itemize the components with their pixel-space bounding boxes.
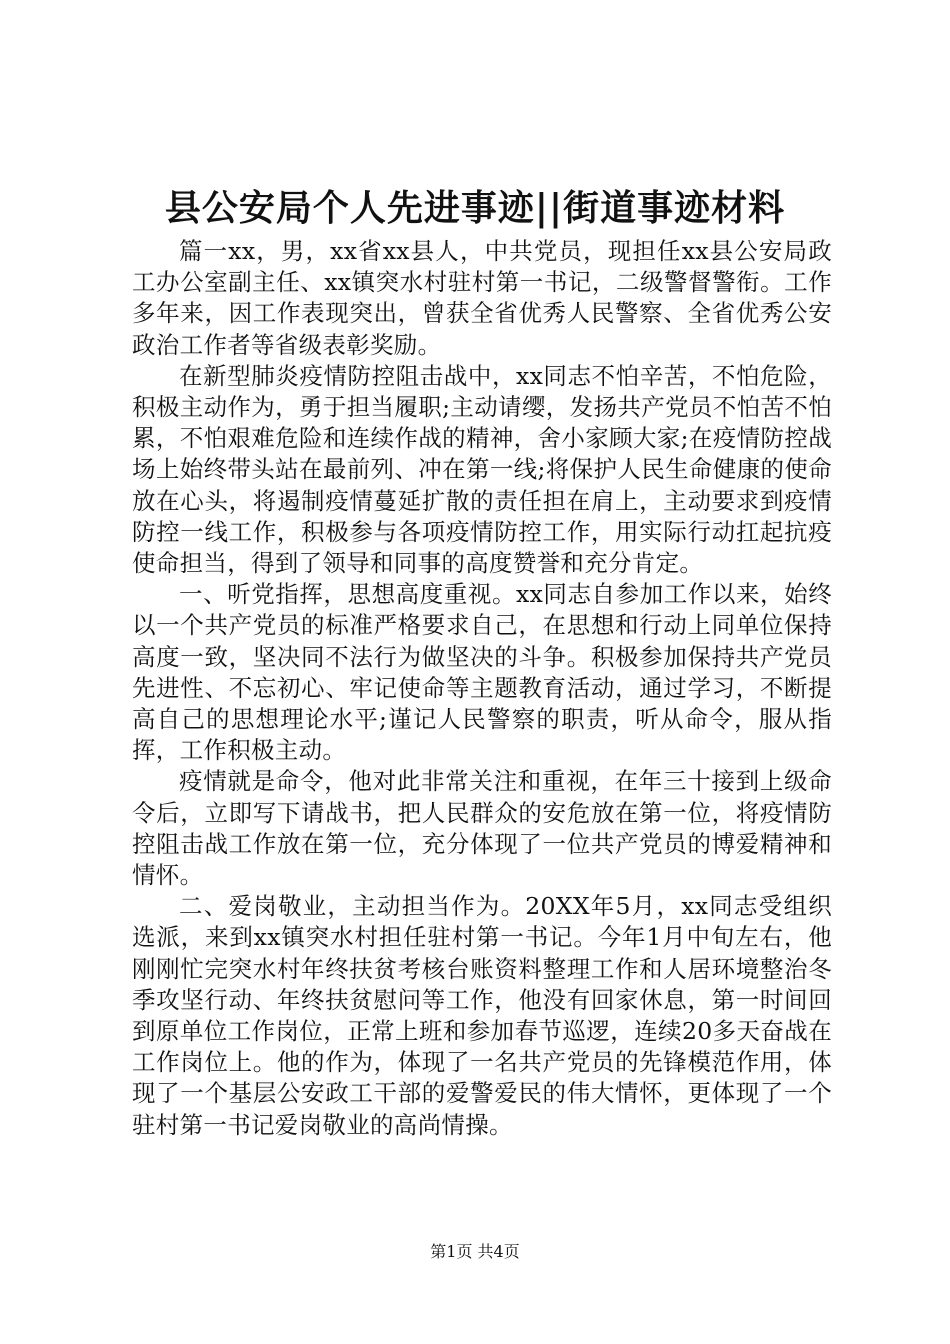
paragraph: 一、听党指挥，思想高度重视。xx同志自参加工作以来，始终以一个共产党员的标准严格要求自己，在思想和行动上同单位保持高度一致，坚决同不法行为做坚决的斗争。积极参加保持共产党员先进性、不忘初心、牢记使命等主题教育活动，通过学习，不断提高自己的思想理论水平;谨记人民警察的职责，听从命令，服从指挥，工作积极主动。: [132, 580, 832, 765]
paragraph: 疫情就是命令，他对此非常关注和重视，在年三十接到上级命令后，立即写下请战书，把人民群众的安危放在第一位，将疫情防控阻击战工作放在第一位，充分体现了一位共产党员的博爱精神和情怀。: [132, 767, 832, 890]
paragraph: 二、爱岗敬业，主动担当作为。20XX年5月，xx同志受组织选派，来到xx镇突水村担任驻村第一书记。今年1月中旬左右，他刚刚忙完突水村年终扶贫考核台账资料整理工作和人居环境整治冬季攻坚行动、年终扶贫慰问等工作，他没有回家休息，第一时间回到原单位工作岗位，正常上班和参加春节巡逻，连续20多天奋战在工作岗位上。他的作为，体现了一名共产党员的先锋模范作用，体现了一个基层公安政工干部的爱警爱民的伟大情怀，更体现了一个驻村第一书记爱岗敬业的高尚情操。: [132, 892, 832, 1139]
paragraph: 篇一xx，男，xx省xx县人，中共党员，现担任xx县公安局政工办公室副主任、xx镇突水村驻村第一书记，二级警督警衔。工作多年来，因工作表现突出，曾获全省优秀人民警察、全省优秀公安政治工作者等省级表彰奖励。: [132, 237, 832, 359]
document-body: [132, 236, 832, 1141]
paragraph: 在新型肺炎疫情防控阻击战中，xx同志不怕辛苦，不怕危险，积极主动作为，勇于担当履职;主动请缨，发扬共产党员不怕苦不怕累，不怕艰难危险和连续作战的精神，舍小家顾大家;在疫情防控战场上始终带头站在最前列、冲在第一线;将保护人民生命健康的使命放在心头，将遏制疫情蔓延扩散的责任担在肩上，主动要求到疫情防控一线工作，积极参与各项疫情防控工作，用实际行动扛起抗疫使命担当，得到了领导和同事的高度赞誉和充分肯定。: [132, 361, 832, 578]
document-title: 县公安局个人先进事迹||街道事迹材料: [164, 187, 786, 229]
page-number-footer: 第1页 共4页: [430, 1242, 520, 1261]
